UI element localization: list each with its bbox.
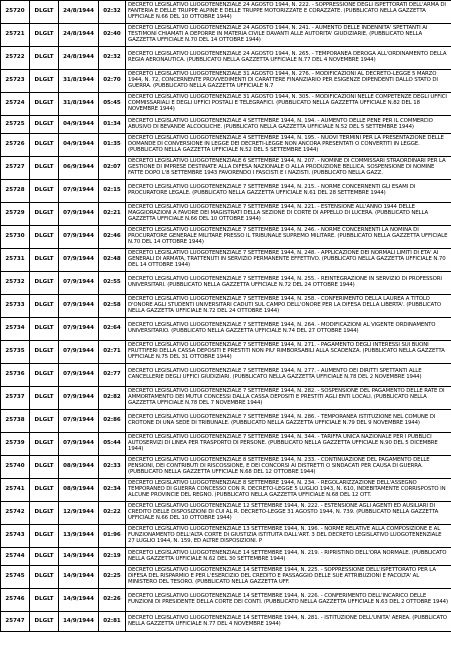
decree-date: 12/9/1944 [59,502,99,525]
table-row [1,93,451,116]
decree-number: 25746 [1,589,30,612]
decree-number: 25724 [1,93,30,116]
table-row [1,70,451,93]
decree-page-ref: 02:22 [99,502,126,525]
decree-type: DLGLT [30,134,59,157]
decree-description: DECRETO LEGISLATIVO LUOGOTENENZIALE 7 SETTEMBRE 1944, N. 255. - REINTEGRAZIONE IN SERVIZIO DI PROFESSORI UNIVERSITARI. (PUBBLICATO NELLA GAZZETTA UFFICIALE N.72 DEL 24 OTTOBRE 1944) [126,272,451,295]
decree-date: 07/9/1944 [59,249,99,272]
decree-date: 07/9/1944 [59,364,99,387]
table-row [1,1,451,24]
decree-description: DECRETO LEGISLATIVO LUOGOTENENZIALE 7 SETTEMBRE 1944, N. 271. - PAGAMENTO DEGLI INTERESSI SUI BUONI FRUTTIFERI DELLA CASSA DEPOSITI E PRESTITI NON PIU' RIMBORSABILI ALLA SCADENZA. (PUBBLICATO NELLA GAZZETTA UFFICIALE N.75 DEL 31 OTTOBRE 1944) [126,341,451,364]
decree-date: 04/9/1944 [59,134,99,157]
decree-description: DECRETO LEGISLATIVO LUOGOTENENZIALE 24 AGOSTO 1944, N. 222. - SOPPRESSIONE DEGLI ISPETTORATI DELL'ARMA DI FANTERIA E DELLE TRUPPE ALPINE E DELLE TRUPPE MOTORIZZATE E CORAZZATE. (PUBBLICATO NELLA GAZZETTA UFFICIALE N.66 DEL 10 OTTOBRE 1944) [126,1,451,24]
decree-date: 07/9/1944 [59,341,99,364]
decree-page-ref: 02:07 [99,157,126,180]
decree-number: 25730 [1,226,30,249]
decree-number: 25722 [1,47,30,70]
table-row [1,341,451,364]
decree-date: 07/9/1944 [59,318,99,341]
decree-type: DLGLT [30,410,59,433]
decree-description: DECRETO LEGISLATIVO LUOGOTENENZIALE 7 SETTEMBRE 1944, N. 215. - NORME CONCERNENTI GLI ESAMI DI PROCURATORE LEGALE. (PUBBLICATO NELLA GAZZETTA UFFICIALE N.61 DEL 28 SETTEMBRE 1944) [126,180,451,203]
decree-type: DLGLT [30,566,59,589]
decree-type: DLGLT [30,70,59,93]
table-row [1,249,451,272]
table-row [1,456,451,479]
decree-description: DECRETO LEGISLATIVO LUOGOTENENZIALE 7 SETTEMBRE 1944, N. 221. - ESTENSIONE ALL'ANNO 1944 DELLE MAGGIORAZIONI A FAVORE DEI MAGISTRATI DELLA SEZIONE DI CORTE DI APPELLO DI LUCERA. (PUBBLICATO NELLA GAZZETTA UFFICIALE N.66 DEL 10 OTTOBRE 1944) [126,203,451,226]
decree-register-body [1,1,451,632]
decree-number: 25735 [1,341,30,364]
decree-page-ref: 02:21 [99,203,126,226]
table-row [1,47,451,70]
decree-description: DECRETO LEGISLATIVO LUOGOTENENZIALE 7 SETTEMBRE 1944, N. 277. - AUMENTO DEI DIRITTI SPETTANTI ALLE CANCELLERIE DEGLI UFFICI GIUDIZIARI. (PUBBLICATO NELLA GAZZETTA UFFICIALE N.78 DEL 2 NOVEMBRE 1944) [126,364,451,387]
decree-page-ref: 01:34 [99,116,126,134]
decree-date: 07/9/1944 [59,272,99,295]
decree-type: DLGLT [30,479,59,502]
decree-number: 25727 [1,157,30,180]
decree-number: 25734 [1,318,30,341]
decree-description: DECRETO LEGISLATIVO LUOGOTENENZIALE 4 SETTEMBRE 1944, N. 194. - AUMENTO DELLE PENE PER IL COMMERCIO ABUSIVO DI BEVANDE ALCOOLICHE. (PUBBLICATO NELLA GAZZETTA UFFICIALE N.52 DEL 5 SETTEMBRE 1944) [126,116,451,134]
table-row [1,180,451,203]
decree-number: 25729 [1,203,30,226]
decree-date: 07/9/1944 [59,203,99,226]
decree-type: DLGLT [30,272,59,295]
decree-page-ref: 02:64 [99,318,126,341]
decree-type: DLGLT [30,226,59,249]
decree-description: DECRETO LEGISLATIVO LUOGOTENENZIALE 14 SETTEMBRE 1944, N. 226. - CONFERIMENTO DELL'INCARICO DELLE FUNZIONI DI PRESIDENTE DELLA CORTE DEI CONTI. (PUBBLICATO NELLA GAZZETTA UFFICIALE N.63 DEL 2 OTTOBRE 1944) [126,589,451,612]
decree-number: 25723 [1,70,30,93]
decree-description: DECRETO LEGISLATIVO LUOGOTENENZIALE 31 AGOSTO 1944, N. 276. - MODIFICAZIONI AL DECRETO-LEGGE 5 MARZO 1944, N. 72, CONCERNENTE PROVVEDIMENTI DI CARATTERE FINANZIARIO PER ESIGENZE DIPENDENTI DALLO STATO DI GUERRA. (PUBBLICATO NELLA GAZZETTA UFFICIALE N.7 [126,70,451,93]
decree-type: DLGLT [30,433,59,456]
decree-page-ref: 01:35 [99,134,126,157]
table-row [1,612,451,632]
decree-date: 14/9/1944 [59,548,99,566]
decree-number: 25743 [1,525,30,548]
decree-type: DLGLT [30,341,59,364]
decree-description: DECRETO LEGISLATIVO LUOGOTENENZIALE 6 SETTEMBRE 1944, N. 207. - NOMINE DI COMMISSARI STRAORDINARI PER LA GESTIONE DI IMPRESE DESTINATE ALLA DIFESA NAZIONALE O ALLA PRODUZIONE BELLICA. SOSPENSIONE DI NOMINE FATTE DOPO L'8 SETTEMBRE 1943 FAVORENDO I FASCISTI E I NAZISTI. (PUBBLICATO NELLA GAZZ. [126,157,451,180]
decree-description: DECRETO LEGISLATIVO LUOGOTENENZIALE 24 AGOSTO 1944, N. 265. - TEMPORANEA DEROGA ALL'ORDINAMENTO DELLA REGIA AERONAUTICA. (PUBBLICATO NELLA GAZZETTA UFFICIALE N.77 DEL 4 NOVEMBRE 1944) [126,47,451,70]
decree-type: DLGLT [30,116,59,134]
decree-date: 14/9/1944 [59,589,99,612]
decree-description: DECRETO LEGISLATIVO LUOGOTENENZIALE 7 SETTEMBRE 1944, N. 282. - SOSPENSIONE DEL PAGAMENTO DELLE RATE DI AMMORTAMENTO DEI MUTUI CONCESSI DALLA CASSA DEPOSITI E PRESTITI AGLI ENTI LOCALI. (PUBBLICATO NELLA GAZZETTA UFFICIALE N.78 DEL 7 NOVEMBRE 1944) [126,387,451,410]
decree-number: 25737 [1,387,30,410]
decree-page-ref: 02:86 [99,410,126,433]
decree-date: 06/9/1944 [59,157,99,180]
decree-page-ref: 02:19 [99,548,126,566]
decree-description: DECRETO LEGISLATIVO LUOGOTENENZIALE 7 SETTEMBRE 1944, N. 264. - MODIFICAZIONI AL VIGENTE ORDINAMENTO UNIVERSITARIO. (PUBBLICATO NELLA GAZZETTA UFFICIALE N.74 DEL 27 OTTOBRE 1944) [126,318,451,341]
decree-type: DLGLT [30,318,59,341]
decree-type: DLGLT [30,502,59,525]
decree-description: DECRETO LEGISLATIVO LUOGOTENENZIALE 7 SETTEMBRE 1944, N. 286. - TEMPORANEA ISTITUZIONE NEL COMUNE DI CROTONE DI UNA SEDE DI TRIBUNALE. (PUBBLICATO NELLA GAZZETTA UFFICIALE N.79 DEL 9 NOVEMBRE 1944) [126,410,451,433]
decree-number: 25726 [1,134,30,157]
decree-type: DLGLT [30,1,59,24]
decree-description: DECRETO LEGISLATIVO LUOGOTENENZIALE 7 SETTEMBRE 1944, N. 258. - CONFERIMENTO DELLA LAUREA A TITOLO D'ONORE AGLI STUDENTI UNIVERSITARI CADUTI SUL CAMPO DELL'ONORE PER LA DIFESA DELLA LIBERTA'. (PUBBLICATO NELLA GAZZETTA UFFICIALE N.72 DEL 24 OTTOBRE 1944) [126,295,451,318]
decree-number: 25742 [1,502,30,525]
decree-description: DECRETO LEGISLATIVO LUOGOTENENZIALE 13 SETTEMBRE 1944, N. 196. - NORME RELATIVE ALLA COMPOSIZIONE E AL FUNZIONAMENTO DELL'ALTA CORTE DI GIUSTIZIA ISTITUITA DALL'ART. 3 DEL DECRETO LEGISLATIVO LUOGOTENENZIALE 27 LUGLIO 1944, N. 159, ED ALTRE DISPOSIZIONI. P [126,525,451,548]
decree-description: DECRETO LEGISLATIVO LUOGOTENENZIALE 8 SETTEMBRE 1944, N. 233. - CONTINUAZIONE DEL PAGAMENTO DELLE PENSIONI, DEI CONTRIBUTI DI RISCOSSIONE, E DEI CONCORSI AI DISTRETTI O SINDACATI PER CAUSA DI GUERRA. (PUBBLICATO NELLA GAZZETTA UFFICIALE N.68 DEL 12 OTTOBRE 1944) [126,456,451,479]
table-row [1,566,451,589]
decree-page-ref: 02:25 [99,566,126,589]
decree-date: 24/8/1944 [59,24,99,47]
table-row [1,548,451,566]
decree-type: DLGLT [30,93,59,116]
decree-date: 04/9/1944 [59,116,99,134]
decree-date: 07/9/1944 [59,387,99,410]
decree-type: DLGLT [30,387,59,410]
decree-page-ref: 02:32 [99,1,126,24]
decree-description: DECRETO LEGISLATIVO LUOGOTENENZIALE 7 SETTEMBRE 1944, N. 246. - NORME CONCERNENTI LA NOMINA DI PROCURATORE GENERALE MILITARE PRESSO IL TRIBUNALE SUPREMO MILITARE. (PUBBLICATO NELLA GAZZETTA UFFICIALE N.70 DEL 14 OTTOBRE 1944) [126,226,451,249]
decree-number: 25725 [1,116,30,134]
decree-number: 25736 [1,364,30,387]
decree-date: 31/8/1944 [59,93,99,116]
decree-page-ref: 02:33 [99,456,126,479]
decree-type: DLGLT [30,47,59,70]
decree-page-ref: 02:55 [99,272,126,295]
decree-number: 25740 [1,456,30,479]
decree-date: 07/9/1944 [59,410,99,433]
decree-description: DECRETO LEGISLATIVO LUOGOTENENZIALE 8 SETTEMBRE 1944, N. 234. - REGOLARIZZAZIONE DELL'ASSEGNO TEMPORANEO DI GUERRA CONCESSO CON R. DECRETO-LEGGE 5 LUGLIO 1943, N. 610, INDEBITAMENTE CORRISPOSTO IN ALCUNE PROVINCIE DEL REGNO. (PUBBLICATO NELLA GAZZETTA UFFICIALE N.68 DEL 12 OTT. [126,479,451,502]
decree-page-ref: 02:15 [99,180,126,203]
decree-description: DECRETO LEGISLATIVO LUOGOTENENZIALE 14 SETTEMBRE 1944, N. 219. - RIPRISTINO DELL'ORA NORMALE. (PUBBLICATO NELLA GAZZETTA UFFICIALE N.62 DEL 30 SETTEMBRE 1944) [126,548,451,566]
decree-type: DLGLT [30,203,59,226]
decree-page-ref: 02:32 [99,47,126,70]
decree-number: 25720 [1,1,30,24]
decree-date: 13/9/1944 [59,525,99,548]
decree-date: 31/8/1944 [59,70,99,93]
decree-number: 25728 [1,180,30,203]
decree-number: 25739 [1,433,30,456]
table-row [1,134,451,157]
decree-date: 07/9/1944 [59,433,99,456]
decree-date: 14/9/1944 [59,612,99,632]
decree-number: 25745 [1,566,30,589]
decree-type: DLGLT [30,364,59,387]
decree-type: DLGLT [30,456,59,479]
decree-description: DECRETO LEGISLATIVO LUOGOTENENZIALE 7 SETTEMBRE 1944, N. 344. - TARIFFA UNICA NAZIONALE PER I PUBBLICI AUTOSERVIZI DI LINEA PER TRASPORTO DI PERSONE. (PUBBLICATO NELLA GAZZETTA UFFICIALE N.90 DEL 5 DICEMBRE 1944) [126,433,451,456]
decree-page-ref: 02:26 [99,589,126,612]
table-row [1,318,451,341]
decree-number: 25732 [1,272,30,295]
table-row [1,364,451,387]
decree-page-ref: 01:96 [99,525,126,548]
decree-page-ref: 02:81 [99,612,126,632]
decree-type: DLGLT [30,525,59,548]
decree-page-ref: 02:77 [99,364,126,387]
decree-date: 24/8/1944 [59,47,99,70]
decree-description: DECRETO LEGISLATIVO LUOGOTENENZIALE 14 SETTEMBRE 1944, N. 281. - ISTITUZIONE DELL'UNITA' AEREA. (PUBBLICATO NELLA GAZZETTA UFFICIALE N.77 DEL 4 NOVEMBRE 1944) [126,612,451,632]
decree-page-ref: 02:46 [99,226,126,249]
decree-number: 25731 [1,249,30,272]
table-row [1,479,451,502]
table-row [1,589,451,612]
decree-page-ref: 02:40 [99,24,126,47]
table-row [1,116,451,134]
table-row [1,295,451,318]
decree-date: 24/8/1944 [59,1,99,24]
decree-page-ref: 02:71 [99,341,126,364]
decree-date: 07/9/1944 [59,226,99,249]
decree-number: 25721 [1,24,30,47]
decree-description: DECRETO LEGISLATIVO LUOGOTENENZIALE 24 AGOSTO 1944, N. 241. - AUMENTO DELLE INDENNITA' SPETTANTI AI TESTIMONI CHIAMATI A DEPORRE IN MATERIA CIVILE DAVANTI ALLE AUTORITA' GIUDIZIARIE. (PUBBLICATO NELLA GAZZETTA UFFICIALE N.70 DEL 14 OTTOBRE 1944) [126,24,451,47]
table-row [1,24,451,47]
table-row [1,410,451,433]
decree-number: 25747 [1,612,30,632]
decree-page-ref: 02:82 [99,387,126,410]
decree-description: DECRETO LEGISLATIVO LUOGOTENENZIALE 7 SETTEMBRE 1944, N. 248. - APPLICAZIONE DEI NORMALI LIMITI DI ETA' AI GENERALI DI ARMATA, TRATTENUTI IN SERVIZIO PERMANENTE EFFETTIVO. (PUBBLICATO NELLA GAZZETTA UFFICIALE N.70 DEL 14 OTTOBRE 1944) [126,249,451,272]
table-row [1,226,451,249]
decree-type: DLGLT [30,249,59,272]
decree-type: DLGLT [30,548,59,566]
table-row [1,203,451,226]
decree-date: 07/9/1944 [59,295,99,318]
decree-type: DLGLT [30,612,59,632]
decree-description: DECRETO LEGISLATIVO LUOGOTENENZIALE 31 AGOSTO 1944, N. 305. - MODIFICAZIONI NELLE COMPETENZE DEGLI UFFICI COMMISSARIALI E DEGLI UFFICI POSTALI E TELEGRAFICI. (PUBBLICATO NELLA GAZZETTA UFFICIALE N.82 DEL 18 NOVEMBRE 1944) [126,93,451,116]
decree-number: 25744 [1,548,30,566]
decree-description: DECRETO LEGISLATIVO LUOGOTENENZIALE 14 SETTEMBRE 1944, N. 225. - SOPPRESSIONE DELL'ISPETTORATO PER LA DIFESA DEL RISPARMIO E PER L'ESERCIZIO DEL CREDITO E PASSAGGIO DELLE SUE ATTRIBUZIONI E FACOLTA' AL MINISTERO DEL TESORO. (PUBBLICATO NELLA GAZZETTA UFF. [126,566,451,589]
decree-page-ref: 05:44 [99,433,126,456]
decree-number: 25738 [1,410,30,433]
table-row [1,502,451,525]
decree-type: DLGLT [30,180,59,203]
decree-type: DLGLT [30,589,59,612]
decree-number: 25741 [1,479,30,502]
decree-page-ref: 02:34 [99,479,126,502]
table-row [1,387,451,410]
table-row [1,157,451,180]
decree-page-ref: 02:70 [99,70,126,93]
decree-page-ref: 02:48 [99,249,126,272]
decree-number: 25733 [1,295,30,318]
decree-type: DLGLT [30,157,59,180]
table-row [1,525,451,548]
decree-date: 07/9/1944 [59,180,99,203]
decree-date: 14/9/1944 [59,566,99,589]
decree-type: DLGLT [30,295,59,318]
decree-date: 08/9/1944 [59,456,99,479]
decree-description: DECRETO LEGISLATIVO LUOGOTENENZIALE 12 SETTEMBRE 1944, N. 222. - ESTENSIONE AGLI AGENTI ED AUSILIARI DI CREDITO DELLE DISPOSIZIONI DI CUI AL R. DECRETO-LEGGE 31 AGOSTO 1944, N. 739. (PUBBLICATO NELLA GAZZETTA UFFICIALE N.66 DEL 10 OTTOBRE 1944) [126,502,451,525]
decree-page-ref: 05:45 [99,93,126,116]
table-row [1,272,451,295]
table-row [1,433,451,456]
decree-date: 08/9/1944 [59,479,99,502]
decree-page-ref: 02:58 [99,295,126,318]
decree-description: DECRETO LEGISLATIVO LUOGOTENENZIALE 4 SETTEMBRE 1944, N. 195. - NUOVI TERMINI PER LA PRESENTAZIONE DELLE DOMANDE DI CONVERSIONE IN LEGGE DEI DECRETI-LEGGE NON ANCORA PRESENTATI O CONVERTITI IN LEGGE. (PUBBLICATO NELLA GAZZETTA UFFICIALE N.52 DEL 5 SETTEMBRE 1944) [126,134,451,157]
decree-type: DLGLT [30,24,59,47]
